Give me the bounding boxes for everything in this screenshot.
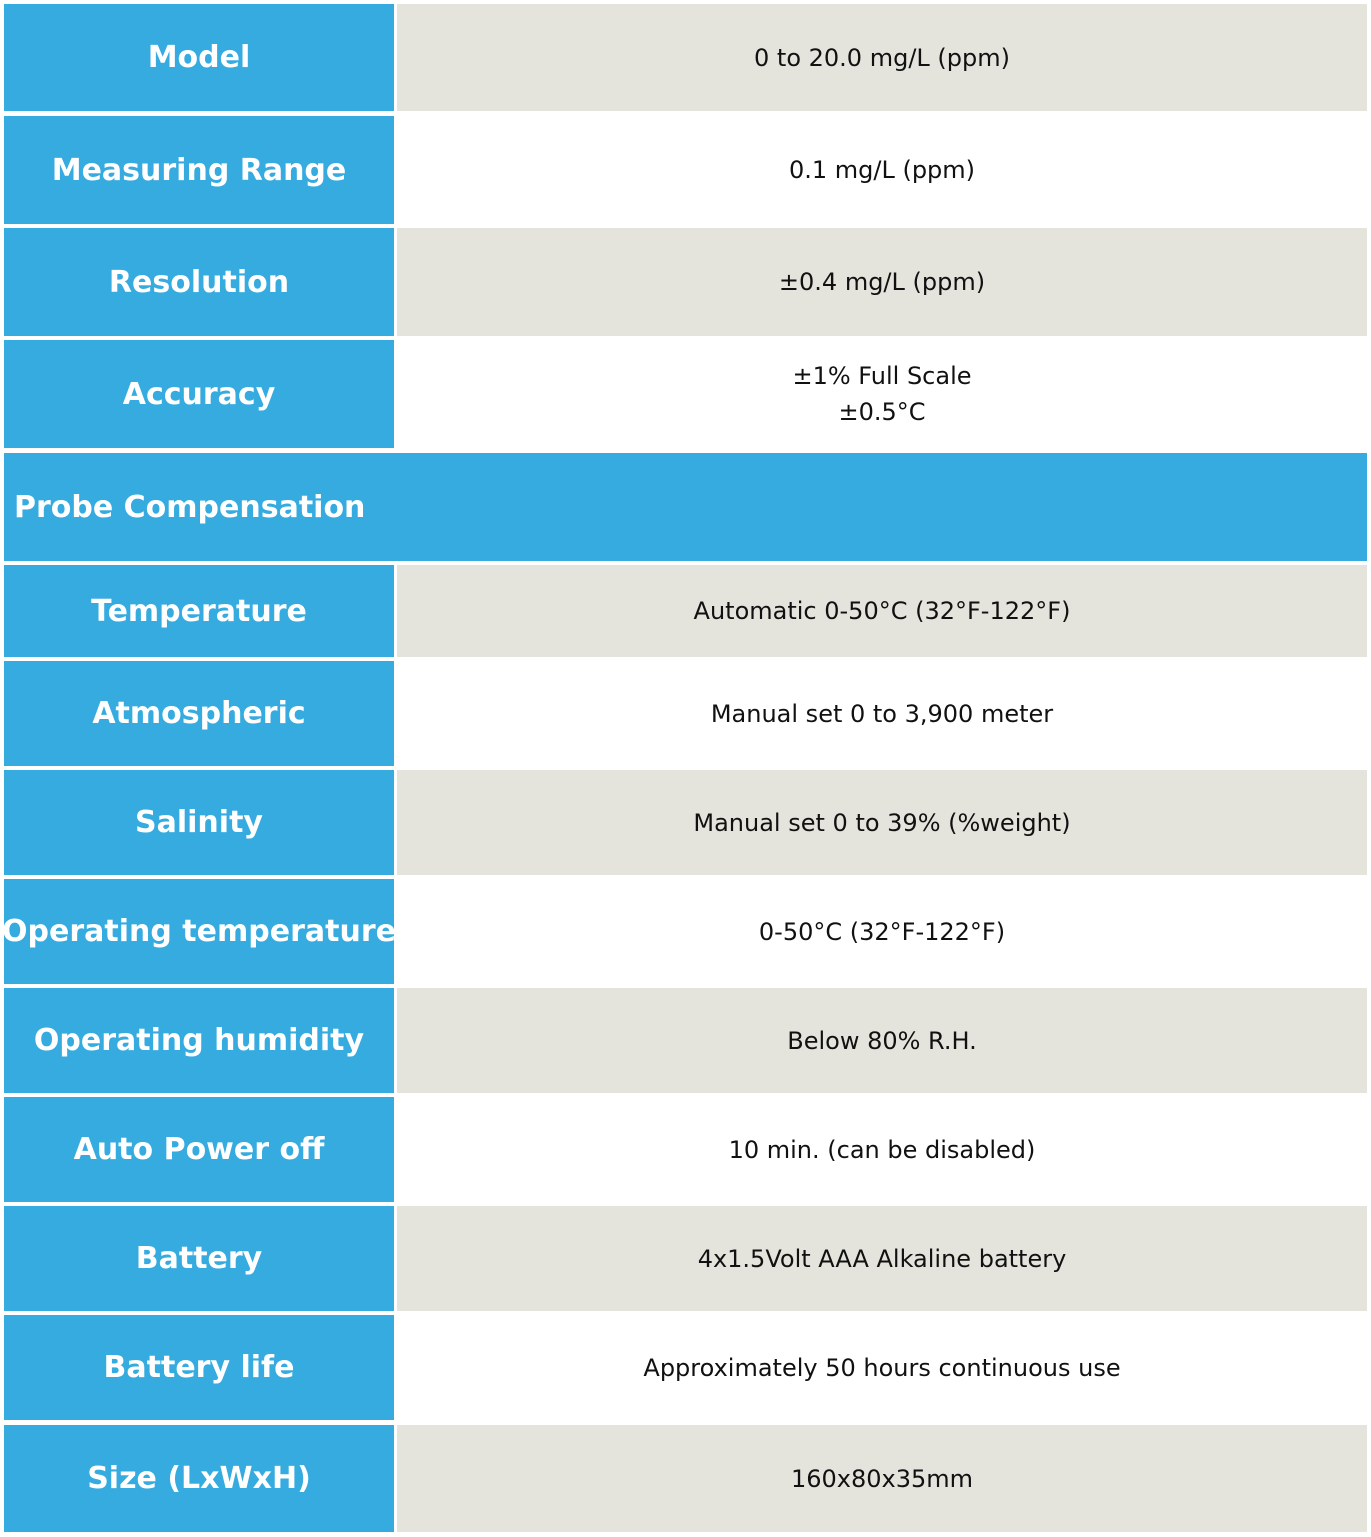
spec-row-resolution [0,228,1371,336]
section-heading: Probe Compensation [4,453,1367,561]
spec-label: Salinity [4,770,394,875]
spec-label: Auto Power off [4,1097,394,1202]
spec-row-battery-life [0,1315,1371,1420]
spec-row-atmospheric [0,661,1371,766]
spec-value-line: ±0.5°C [838,398,926,426]
spec-value: 0 to 20.0 mg/L (ppm) [397,4,1367,111]
spec-value: Below 80% R.H. [397,988,1367,1093]
spec-label: Accuracy [4,340,394,448]
spec-row-salinity [0,770,1371,875]
spec-value: 10 min. (can be disabled) [397,1097,1367,1202]
spec-label: Operating temperature [4,879,394,984]
spec-value: ±0.4 mg/L (ppm) [397,228,1367,336]
spec-row-model [0,4,1371,111]
spec-value: 0-50°C (32°F-122°F) [397,879,1367,984]
spec-row-measuring-range [0,116,1371,224]
spec-row-accuracy [0,340,1371,448]
spec-row-operating-humidity [0,988,1371,1093]
spec-row-temperature [0,565,1371,657]
spec-value-multiline [397,340,1367,448]
spec-value: Automatic 0-50°C (32°F-122°F) [397,565,1367,657]
spec-label: Atmospheric [4,661,394,766]
spec-label: Resolution [4,228,394,336]
spec-row-size [0,1425,1371,1532]
spec-value: 4x1.5Volt AAA Alkaline battery [397,1206,1367,1311]
spec-label: Operating humidity [4,988,394,1093]
spec-label: Measuring Range [4,116,394,224]
spec-value: Manual set 0 to 3,900 meter [397,661,1367,766]
spec-label: Model [4,4,394,111]
spec-row-auto-power-off [0,1097,1371,1202]
spec-label: Battery [4,1206,394,1311]
spec-value: 0.1 mg/L (ppm) [397,116,1367,224]
spec-label: Size (LxWxH) [4,1425,394,1532]
spec-row-battery [0,1206,1371,1311]
section-row-probe-compensation [0,453,1371,561]
spec-row-operating-temperature [0,879,1371,984]
spec-value: Approximately 50 hours continuous use [397,1315,1367,1420]
spec-label: Temperature [4,565,394,657]
spec-value: 160x80x35mm [397,1425,1367,1532]
spec-value: Manual set 0 to 39% (%weight) [397,770,1367,875]
spec-value-line: ±1% Full Scale [792,362,972,390]
spec-label: Battery life [4,1315,394,1420]
